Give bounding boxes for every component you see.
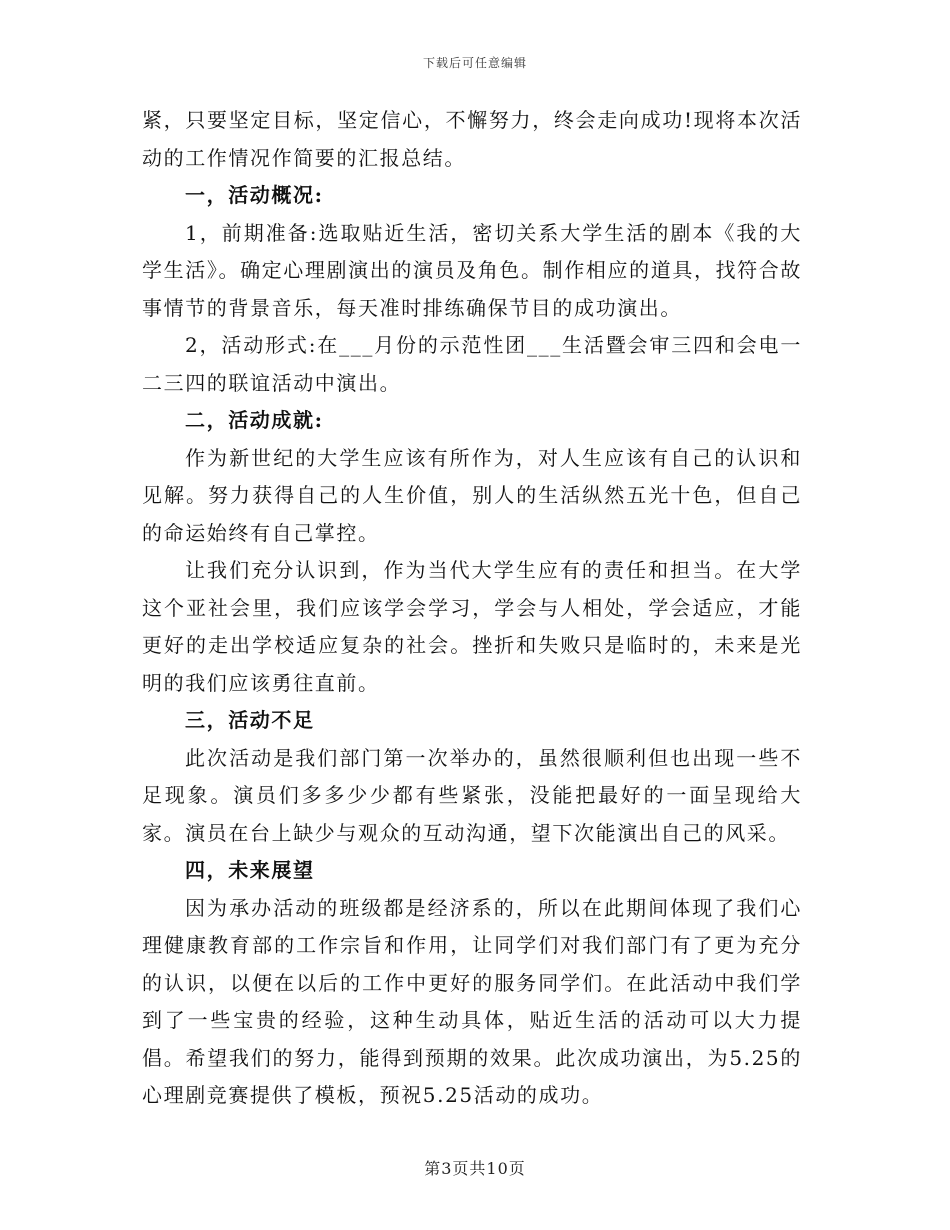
section-heading-shortcomings: 三，活动不足 [185, 708, 315, 732]
achievements-paragraph-2: 让我们充分认识到，作为当代大学生应有的责任和担当。在大学这个亚社会里，我们应该学会学习，学会与人相处，学会适应，才能更好的走出学校适应复杂的社会。挫折和失败只是临时的，未来是光明的我们应该勇往直前。 [142, 558, 802, 695]
section-heading-achievements: 二，活动成就: [185, 408, 324, 432]
outlook-paragraph: 因为承办活动的班级都是经济系的，所以在此期间体现了我们心理健康教育部的工作宗旨和作用，让同学们对我们部门有了更为充分的认识，以便在以后的工作中更好的服务同学们。在此活动中我们学到了一些宝贵的经验，这种生动具体，贴近生活的活动可以大力提倡。希望我们的努力，能得到预期的效果。此次成功演出，为5.25的心理剧竞赛提供了模板，预祝5.25活动的成功。 [142, 895, 802, 1107]
section-heading-outlook: 四，未来展望 [185, 858, 315, 882]
intro-paragraph: 紧，只要坚定目标，坚定信心，不懈努力，终会走向成功!现将本次活动的工作情况作简要的汇报总结。 [142, 108, 802, 170]
page-number: 第3页共10页 [424, 1159, 526, 1178]
overview-item-format: 2，活动形式:在___月份的示范性团___生活暨会审三四和会电一二三四的联谊活动中演出。 [142, 333, 802, 395]
document-body [142, 102, 802, 1115]
overview-item-preparation: 1，前期准备:选取贴近生活，密切关系大学生活的剧本《我的大学生活》。确定心理剧演出的演员及角色。制作相应的道具，找符合故事情节的背景音乐，每天准时排练确保节目的成功演出。 [142, 220, 802, 320]
page-header-note: 下载后可任意编辑 [422, 56, 527, 70]
section-heading-overview: 一，活动概况: [185, 183, 324, 207]
achievements-paragraph-1: 作为新世纪的大学生应该有所作为，对人生应该有自己的认识和见解。努力获得自己的人生价值，别人的生活纵然五光十色，但自己的命运始终有自己掌控。 [142, 445, 802, 545]
shortcomings-paragraph: 此次活动是我们部门第一次举办的，虽然很顺利但也出现一些不足现象。演员们多多少少都有些紧张，没能把最好的一面呈现给大家。演员在台上缺少与观众的互动沟通，望下次能演出自己的风采。 [142, 745, 802, 845]
